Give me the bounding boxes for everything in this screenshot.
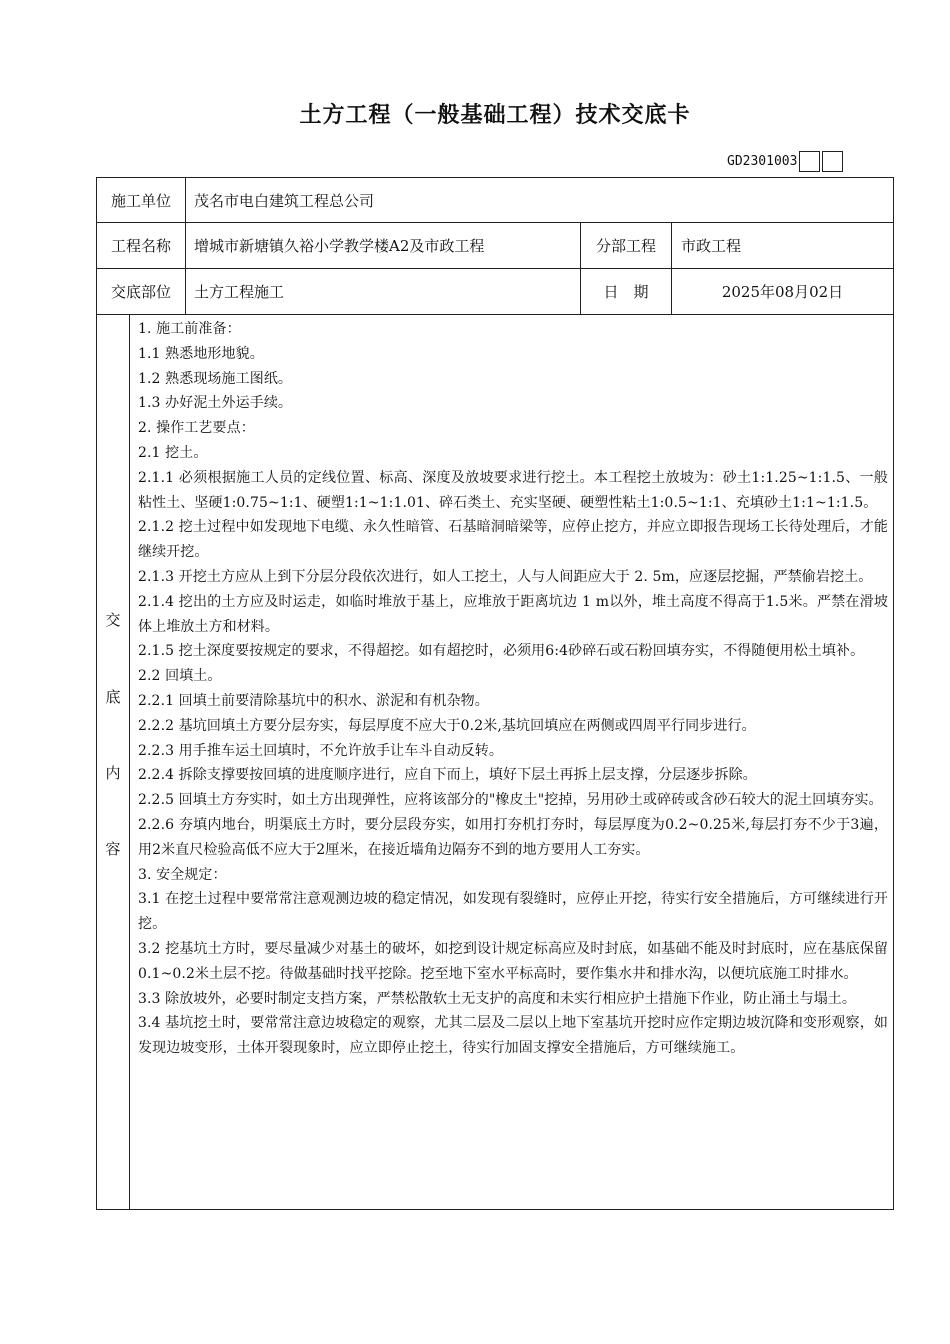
- content-line: 3.3 除放坡外，必要时制定支挡方案，严禁松散软土无支护的高度和未实行相应护土措施下作业，防止涌土与塌土。: [138, 990, 857, 1007]
- subproject-label: 分部工程: [595, 237, 656, 255]
- content-line: 1.1 熟悉地形地貌。: [138, 345, 264, 362]
- part-label: 交底部位: [110, 283, 171, 301]
- content-line: 2.2.3 用手推车运土回填时，不允许放手让车斗自动反转。: [138, 742, 503, 759]
- content-line: 3.2 挖基坑土方时，要尽量减少对基土的破坏，如挖到设计规定标高应及时封底，如基础不能及时封底时，应在基底保留0.1~0.2米土层不挖。待做基础时找平挖除。挖至地下室水平标高时，要作集水井和排水沟，以便坑底施工时排水。: [138, 940, 888, 982]
- code-checkbox-2[interactable]: [822, 151, 843, 172]
- content-line: 2. 操作工艺要点：: [138, 420, 255, 437]
- row-divider: [97, 314, 893, 315]
- content-line: 2.1.3 开挖土方应从上到下分层分段依次进行，如人工挖土，人与人间距应大于 2. 5m，应逐层挖掘，严禁偷岩挖土。: [138, 568, 873, 585]
- content-line: 2.1 挖土。: [138, 444, 208, 461]
- code-checkbox-1[interactable]: [799, 151, 820, 172]
- side-label-char: 交: [105, 611, 121, 629]
- content-line: 2.2.1 回填土前要清除基坑中的积水、淤泥和有机杂物。: [138, 692, 489, 709]
- disclosure-form-table: [96, 177, 894, 1210]
- unit-label: 施工单位: [110, 191, 171, 210]
- content-line: 2.2 回填土。: [138, 668, 222, 685]
- side-label-char: 容: [105, 840, 121, 858]
- document-title: 土方工程（一般基础工程）技术交底卡: [299, 103, 691, 128]
- content-line: 2.1.2 挖土过程中如发现地下电缆、永久性暗管、石基暗洞暗梁等，应停止挖方，并应立即报告现场工长待处理后，才能继续开挖。: [138, 519, 888, 561]
- column-divider: [129, 315, 130, 1210]
- content-line: 3.1 在挖土过程中要常常注意观测边坡的稳定情况，如发现有裂缝时，应停止开挖，待实行安全措施后，方可继续进行开挖。: [138, 891, 888, 933]
- disclosure-content: [138, 317, 888, 1209]
- content-line: 2.2.2 基坑回填土方要分层夯实，每层厚度不应大于0.2米,基坑回填应在两侧或四周平行同步进行。: [138, 717, 756, 734]
- side-label-char: 底: [105, 688, 121, 706]
- subproject-value: 市政工程: [681, 237, 742, 255]
- content-line: 1.3 办好泥土外运手续。: [138, 395, 293, 412]
- content-line: 2.2.4 拆除支撑要按回填的进度顺序进行，应自下而上，填好下层土再拆上层支撑，分层逐步拆除。: [138, 767, 757, 784]
- content-line: 2.1.1 必须根据施工人员的定线位置、标高、深度及放坡要求进行挖土。本工程挖土放坡为：砂土1:1.25~1:1.5、一般粘性土、坚硬1:0.75~1:1、硬塑1:1~1:1.01、碎石类土、充实坚硬、硬塑性粘土1:0.5~1:1、充填砂土1:1~1:1.5。: [138, 469, 888, 511]
- date-label: 日 期: [603, 283, 649, 301]
- content-line: 2.1.4 挖出的土方应及时运走，如临时堆放于基上，应堆放于距离坑边 1 m以外，堆土高度不得高于1.5米。严禁在滑坡体上堆放土方和材料。: [138, 593, 888, 635]
- content-line: 3. 安全规定：: [138, 866, 227, 883]
- content-line: 3.4 基坑挖土时，要常常注意边坡稳定的观察，尤其二层及二层以上地下室基坑开挖时应作定期边坡沉降和变形观察，如发现边坡变形，土体开裂现象时，应立即停止挖土，待实行加固支撑安全措施后，方可继续施工。: [138, 1015, 888, 1057]
- part-value: 土方工程施工: [194, 283, 285, 301]
- content-line: 2.1.5 挖土深度要按规定的要求，不得超挖。如有超挖时，必须用6:4砂碎石或石粉回填夯实，不得随便用松土填补。: [138, 643, 865, 660]
- project-value: 增城市新塘镇久裕小学教学楼A2及市政工程: [194, 237, 485, 255]
- column-divider: [185, 178, 186, 315]
- content-line: 1.2 熟悉现场施工图纸。: [138, 370, 293, 387]
- date-value: 2025年08月02日: [721, 283, 844, 301]
- content-line: 2.2.5 回填土方夯实时，如土方出现弹性，应将该部分的"橡皮土"挖掉，另用砂土或碎砖或含砂石较大的泥土回填夯实。: [138, 792, 883, 809]
- content-line: 1. 施工前准备：: [138, 321, 241, 337]
- document-code: [727, 150, 843, 172]
- unit-value: 茂名市电白建筑工程总公司: [194, 191, 375, 210]
- project-label: 工程名称: [110, 237, 171, 255]
- side-label-char: 内: [105, 764, 121, 782]
- content-line: 2.2.6 夯填内地台，明渠底土方时，要分层段夯实，如用打夯机打夯时，每层厚度为0.2~0.25米,每层打夯不少于3遍，用2米直尺检验高低不应大于2厘米，在接近墙角边隔夯不到的地方要用人工夯实。: [138, 816, 888, 858]
- document-code-text: GD2301003: [727, 153, 798, 169]
- disclosure-content-label: [97, 315, 129, 1211]
